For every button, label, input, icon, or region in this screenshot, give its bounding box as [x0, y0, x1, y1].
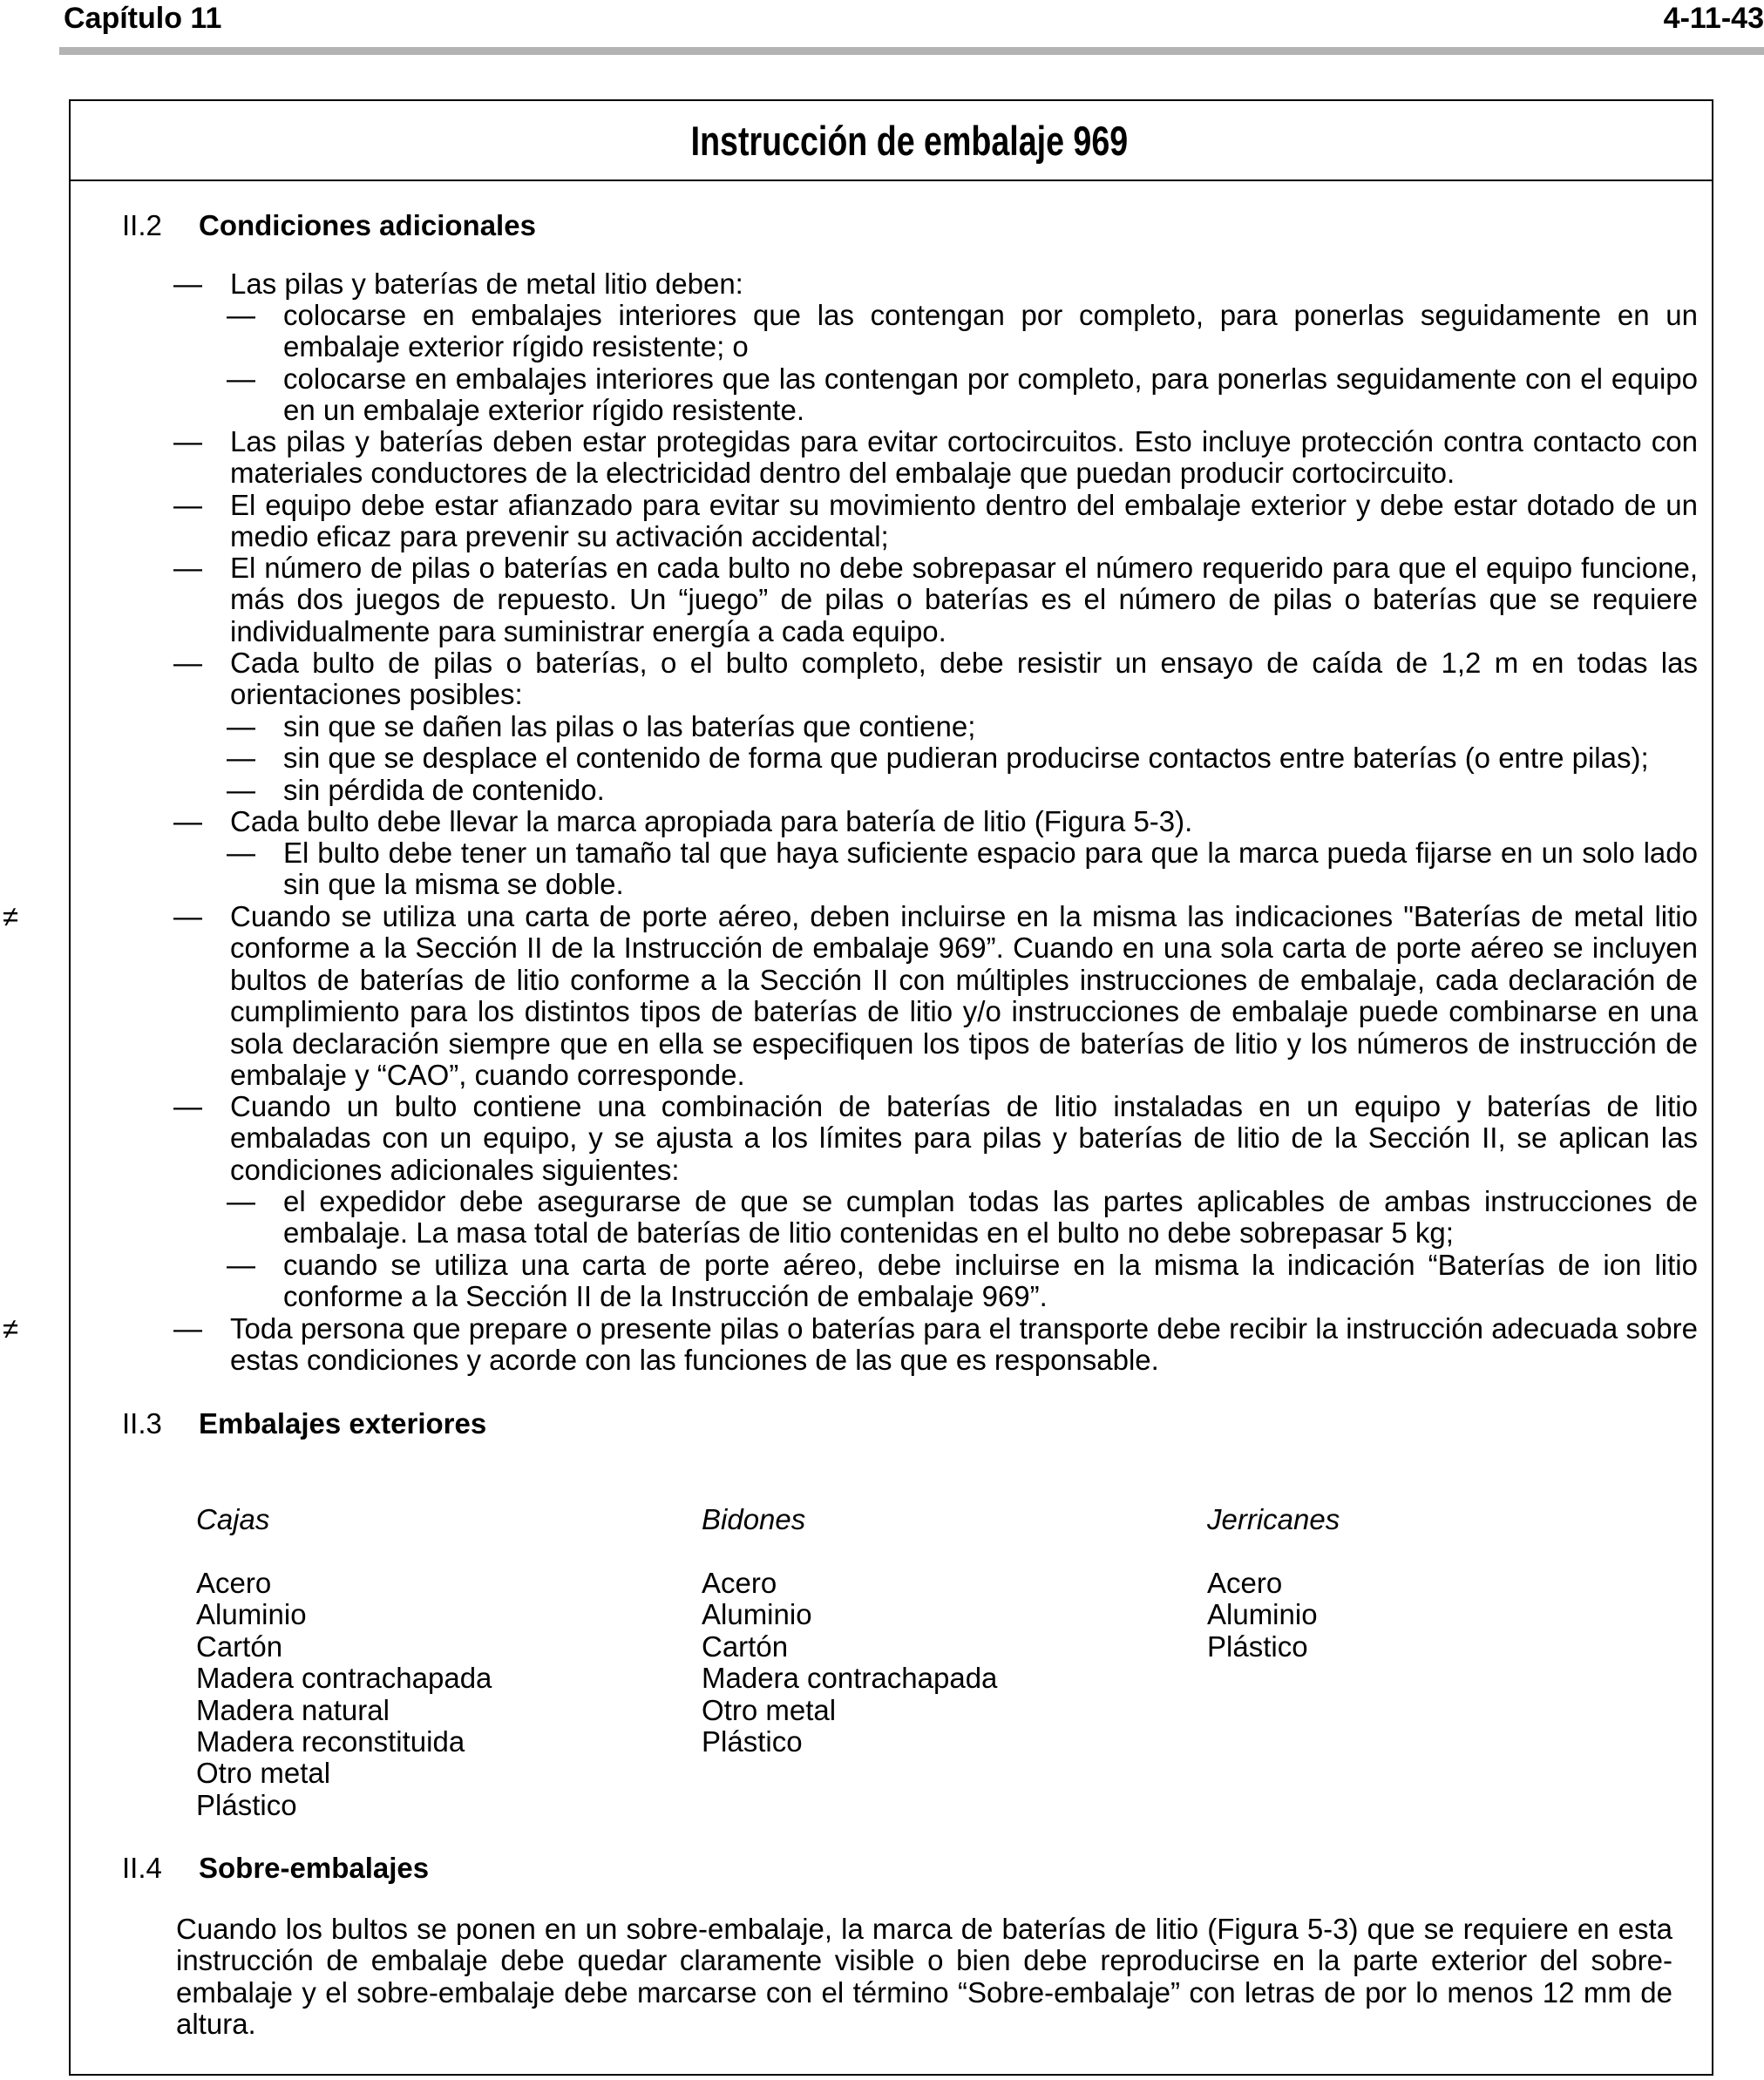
bullet-text: colocarse en embalajes interiores que las contengan por completo, para ponerlas seguidamente en un embalaje exterior rígido resistente; o — [283, 299, 1698, 363]
column-heading: Bidones — [702, 1503, 806, 1535]
packaging-column-bidones — [702, 1504, 997, 1758]
page-number: 4-11-43 — [1663, 2, 1764, 35]
section-title: Embalajes exteriores — [199, 1407, 487, 1440]
dash: — — [173, 425, 202, 457]
section-title: Sobre-embalajes — [199, 1852, 430, 1884]
bullet-1 — [173, 268, 1698, 300]
list-item: Acero — [702, 1567, 777, 1599]
bullet-text: El bulto debe tener un tamaño tal que haya suficiente espacio para que la marca pueda fijarse en un solo lado sin que la misma se doble. — [283, 837, 1698, 901]
list-item: Cartón — [196, 1629, 283, 1663]
dash: — — [227, 742, 255, 774]
list-item: Otro metal — [196, 1757, 331, 1790]
bullet-5 — [173, 647, 1698, 711]
section-number: II.3 — [122, 1407, 162, 1440]
section-number: II.2 — [122, 209, 162, 241]
bullet-7 — [173, 900, 1698, 1092]
dash: — — [173, 805, 202, 837]
bullet-text: Las pilas y baterías deben estar protegidas para evitar cortocircuitos. Esto incluye protección contra contacto con materiales conductores de la electricidad dentro del embalaje que puedan producir cortocircuito. — [230, 425, 1698, 490]
bullet-4 — [173, 552, 1698, 647]
sub-bullet-5c — [227, 774, 1698, 806]
list-item: Plástico — [1207, 1629, 1308, 1663]
change-mark: ≠ — [3, 900, 19, 932]
dash: — — [227, 774, 255, 806]
dash: — — [227, 1249, 255, 1281]
column-heading: Cajas — [196, 1503, 270, 1535]
bullet-text: Las pilas y baterías de metal litio deben: — [230, 268, 743, 300]
title-row — [71, 101, 1712, 181]
change-mark: ≠ — [3, 1312, 19, 1345]
bullet-text: cuando se utiliza una carta de porte aéreo, debe incluirse en la misma la indicación “Baterías de ion litio conforme a la Sección II de la Instrucción de embalaje 969”. — [283, 1249, 1698, 1313]
bullet-text: colocarse en embalajes interiores que las contengan por completo, para ponerlas seguidamente con el equipo en un embalaje exterior rígido resistente. — [283, 362, 1698, 427]
list-item: Madera contrachapada — [702, 1662, 998, 1695]
dash: — — [173, 1090, 202, 1122]
dash: — — [227, 837, 255, 869]
dash: — — [227, 299, 255, 331]
packaging-column-cajas — [196, 1504, 492, 1821]
list-item: Madera contrachapada — [196, 1662, 492, 1695]
sub-bullet-6a — [227, 837, 1698, 901]
sub-bullet-5b — [227, 742, 1698, 774]
overpack-paragraph: Cuando los bultos se ponen en un sobre-embalaje, la marca de baterías de litio (Figura 5-3) que se requiere en esta instrucción de embalaje debe quedar claramente visible o bien debe reproducirse en la parte exterior del sobre-embalaje y el sobre-embalaje debe marcarse con el término “Sobre-embalaje” con letras de por lo menos 12 mm de altura. — [176, 1913, 1672, 2041]
list-item: Aluminio — [702, 1598, 812, 1631]
dash: — — [227, 362, 255, 395]
bullet-text: Cada bulto debe llevar la marca apropiada para batería de litio (Figura 5-3). — [230, 805, 1193, 837]
sub-bullet-1a — [227, 299, 1698, 363]
bullet-text: sin pérdida de contenido. — [283, 774, 605, 806]
bullet-text: El equipo debe estar afianzado para evitar su movimiento dentro del embalaje exterior y debe estar dotado de un medio eficaz para prevenir su activación accidental; — [230, 489, 1698, 553]
header-rule — [59, 47, 1764, 55]
sub-bullet-5a — [227, 710, 1698, 742]
dash: — — [173, 1312, 202, 1345]
bullet-text: El número de pilas o baterías en cada bulto no debe sobrepasar el número requerido para que el equipo funcione, más dos juegos de repuesto. Un “juego” de pilas o baterías es el número de pilas o baterías que se requiere individualmente para suministrar energía a cada equipo. — [230, 552, 1698, 647]
dash: — — [173, 900, 202, 932]
bullet-9 — [173, 1312, 1698, 1377]
bullet-3 — [173, 489, 1698, 553]
bullet-text: sin que se dañen las pilas o las baterías que contiene; — [283, 710, 976, 742]
dash: — — [227, 710, 255, 742]
bullet-2 — [173, 425, 1698, 490]
list-item: Acero — [1207, 1567, 1283, 1599]
sub-bullet-1b — [227, 362, 1698, 427]
chapter-label: Capítulo 11 — [64, 2, 222, 35]
sub-bullet-8b — [227, 1249, 1698, 1313]
bullet-text: Cada bulto de pilas o baterías, o el bulto completo, debe resistir un ensayo de caída de 1,2 m en todas las orientaciones posibles: — [230, 647, 1698, 711]
bullet-8 — [173, 1090, 1698, 1186]
dash: — — [227, 1185, 255, 1217]
bullet-text: el expedidor debe asegurarse de que se cumplan todas las partes aplicables de ambas instrucciones de embalaje. La masa total de baterías de litio contenidas en el bulto no debe sobrepasar 5 kg; — [283, 1185, 1698, 1250]
bullet-text: Toda persona que prepare o presente pilas o baterías para el transporte debe recibir la instrucción adecuada sobre estas condiciones y acorde con las funciones de las que es responsable. — [230, 1312, 1698, 1377]
bullet-6 — [173, 805, 1698, 837]
dash: — — [173, 489, 202, 521]
column-heading: Jerricanes — [1207, 1503, 1340, 1535]
list-item: Madera natural — [196, 1693, 390, 1726]
sub-bullet-8a — [227, 1185, 1698, 1250]
dash: — — [173, 647, 202, 679]
list-item: Otro metal — [702, 1693, 837, 1726]
section-title: Condiciones adicionales — [199, 209, 536, 241]
list-item: Aluminio — [1207, 1598, 1318, 1631]
bullet-text: Cuando se utiliza una carta de porte aéreo, deben incluirse en la misma las indicaciones "Baterías de metal litio conforme a la Sección II de la Instrucción de embalaje 969”. Cuando en una sola carta de porte aéreo se incluyen bultos de baterías de litio conforme a la Sección II con múltiples instrucciones de embalaje, cada declaración de cumplimiento para los distintos tipos de baterías de litio y/o instrucciones de embalaje puede combinarse en una sola declaración siempre que en ella se especifiquen los tipos de baterías de litio y los números de instrucción de embalaje y “CAO”, cuando corresponde. — [230, 900, 1698, 1092]
section-number: II.4 — [122, 1852, 162, 1884]
dash: — — [173, 268, 202, 300]
list-item: Aluminio — [196, 1598, 307, 1631]
list-item: Plástico — [702, 1725, 803, 1758]
bullet-text: Cuando un bulto contiene una combinación de baterías de litio instaladas en un equipo y baterías de litio embaladas con un equipo, y se ajusta a los límites para pilas y baterías de litio de la Sección II, se aplican las condiciones adicionales siguientes: — [230, 1090, 1698, 1186]
packaging-column-jerricanes — [1207, 1504, 1340, 1663]
list-item: Plástico — [196, 1788, 297, 1821]
list-item: Acero — [196, 1567, 272, 1599]
bullet-text: sin que se desplace el contenido de forma que pudieran producirse contactos entre baterías (o entre pilas); — [283, 742, 1649, 774]
list-item: Madera reconstituida — [196, 1725, 465, 1758]
page-title: Instrucción de embalaje 969 — [690, 118, 1129, 164]
list-item: Cartón — [702, 1629, 789, 1663]
dash: — — [173, 552, 202, 584]
